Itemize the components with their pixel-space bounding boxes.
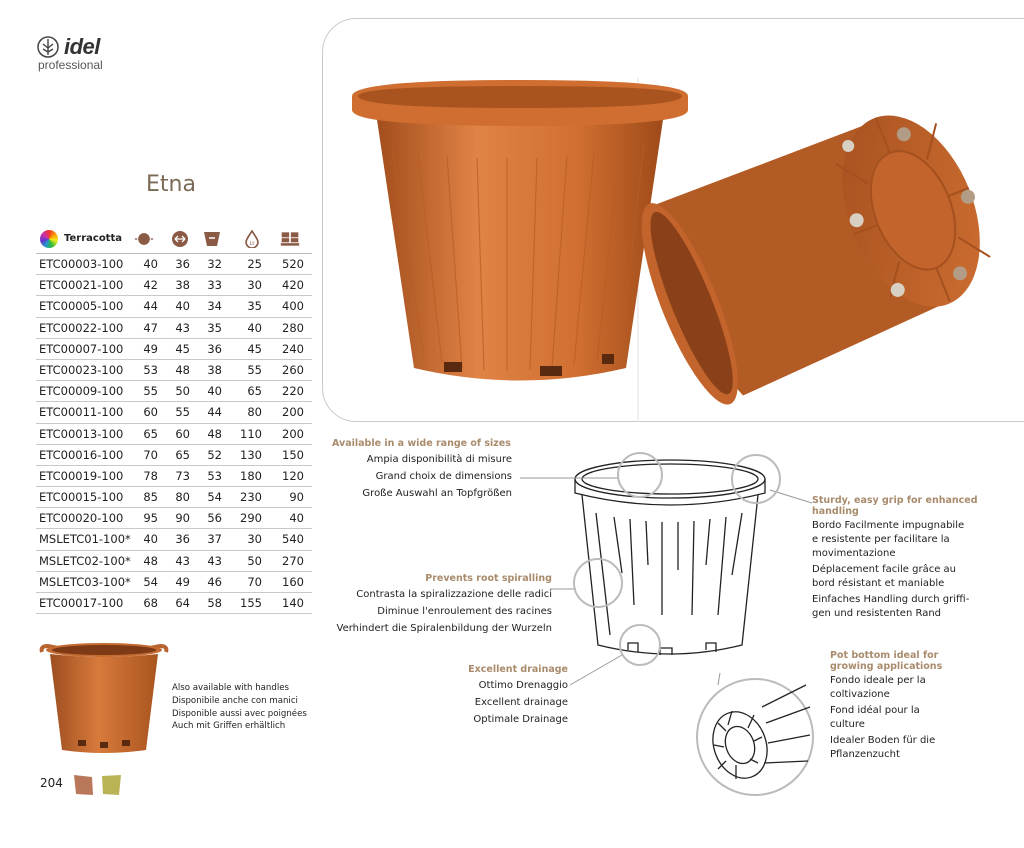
spec-table-header bbox=[36, 226, 312, 254]
table-row bbox=[36, 551, 312, 572]
table-row bbox=[36, 254, 312, 275]
product-code: ETC00023-100 bbox=[39, 362, 124, 377]
width-value: 56 bbox=[207, 511, 222, 526]
product-code: ETC00019-100 bbox=[39, 468, 124, 483]
pot-bottom-detail bbox=[697, 679, 813, 795]
volume-value: 45 bbox=[247, 341, 262, 356]
height-value: 64 bbox=[175, 596, 190, 610]
feature-grip-line: gen und resistenten Rand bbox=[812, 608, 942, 619]
idel-emblem-icon bbox=[36, 36, 60, 58]
diameter-value: 53 bbox=[143, 362, 158, 377]
feature-sizes bbox=[332, 438, 512, 502]
volume-value: 30 bbox=[247, 532, 262, 547]
table-row bbox=[36, 339, 312, 360]
height-value: 43 bbox=[175, 553, 190, 568]
width-value: 38 bbox=[207, 362, 222, 377]
feature-grip bbox=[812, 495, 1017, 621]
width-value: 32 bbox=[207, 257, 222, 271]
volume-value: 55 bbox=[247, 362, 262, 377]
feature-bottom-title: Pot bottom ideal for bbox=[830, 650, 939, 661]
terracotta-swatch bbox=[72, 773, 94, 797]
height-value: 50 bbox=[175, 384, 190, 399]
product-code: ETC00016-100 bbox=[39, 447, 124, 462]
feature-drainage-line: Ottimo Drenaggio bbox=[478, 680, 568, 691]
volume-icon bbox=[242, 230, 262, 248]
feature-bottom-line: Fondo ideale per la bbox=[830, 675, 926, 686]
pallet-qty-value: 240 bbox=[282, 341, 304, 356]
pallet-qty-value: 140 bbox=[282, 596, 304, 610]
volume-value: 290 bbox=[240, 511, 262, 526]
color-label: Terracotta bbox=[64, 233, 122, 244]
diameter-value: 54 bbox=[143, 574, 158, 589]
product-code: MSLETC02-100* bbox=[39, 553, 131, 568]
pallet-qty-value: 420 bbox=[282, 278, 304, 293]
feature-sizes-title: Available in a wide range of sizes bbox=[332, 438, 511, 449]
feature-grip-line: Déplacement facile grâce au bbox=[812, 564, 957, 575]
handles-note-line: Disponible aussi avec poignées bbox=[172, 708, 307, 719]
pallet-qty-value: 40 bbox=[289, 511, 304, 526]
table-row bbox=[36, 381, 312, 402]
feature-drainage-title: Excellent drainage bbox=[468, 664, 568, 675]
product-code: MSLETC03-100* bbox=[39, 574, 131, 589]
diameter-value: 47 bbox=[143, 320, 158, 335]
pallet-qty-value: 540 bbox=[282, 532, 304, 547]
table-row bbox=[36, 296, 312, 317]
volume-value: 155 bbox=[240, 596, 262, 610]
feature-drainage-line: Optimale Drainage bbox=[473, 714, 568, 725]
diameter-value: 95 bbox=[143, 511, 158, 526]
feature-bottom-line: Fond idéal pour la bbox=[830, 705, 920, 716]
diameter-value: 55 bbox=[143, 384, 158, 399]
feature-bottom-line: Pflanzenzucht bbox=[830, 749, 900, 760]
feature-spiralling-line: Diminue l'enroulement des racines bbox=[377, 606, 552, 617]
feature-bottom-title: growing applications bbox=[830, 661, 943, 672]
diameter-value: 68 bbox=[143, 596, 158, 610]
width-value: 35 bbox=[207, 320, 222, 335]
handles-note bbox=[172, 682, 307, 733]
pallet-qty-value: 280 bbox=[282, 320, 304, 335]
feature-grip-line: Einfaches Handling durch griffi- bbox=[812, 594, 970, 605]
product-code: MSLETC01-100* bbox=[39, 532, 131, 547]
volume-value: 65 bbox=[247, 384, 262, 399]
product-code: ETC00013-100 bbox=[39, 426, 124, 441]
product-code: ETC00021-100 bbox=[39, 278, 124, 293]
color-wheel-icon bbox=[40, 230, 58, 248]
width-value: 46 bbox=[207, 574, 222, 589]
diameter-value: 49 bbox=[143, 341, 158, 356]
table-row bbox=[36, 508, 312, 529]
feature-grip-title: Sturdy, easy grip for enhanced bbox=[812, 495, 978, 506]
olive-swatch bbox=[100, 773, 122, 797]
pallet-qty-value: 120 bbox=[282, 468, 304, 483]
diameter-value: 65 bbox=[143, 426, 158, 441]
page-number: 204 bbox=[40, 776, 63, 790]
table-row bbox=[36, 466, 312, 487]
diameter-value: 78 bbox=[143, 468, 158, 483]
diameter-value: 40 bbox=[143, 532, 158, 547]
pallet-qty-value: 260 bbox=[282, 362, 304, 377]
volume-value: 130 bbox=[240, 447, 262, 462]
product-code: ETC00007-100 bbox=[39, 341, 124, 356]
height-value: 48 bbox=[175, 362, 190, 377]
height-value: 73 bbox=[175, 468, 190, 483]
product-code: ETC00011-100 bbox=[39, 405, 124, 420]
pallet-qty-value: 520 bbox=[282, 257, 304, 271]
height-value: 65 bbox=[175, 447, 190, 462]
table-row bbox=[36, 318, 312, 339]
feature-grip-line: movimentazione bbox=[812, 548, 896, 559]
table-row bbox=[36, 572, 312, 593]
diameter-value: 48 bbox=[143, 553, 158, 568]
pallet-qty-value: 400 bbox=[282, 299, 304, 314]
product-code: ETC00009-100 bbox=[39, 384, 124, 399]
feature-grip-title: handling bbox=[812, 506, 859, 517]
diameter-value: 85 bbox=[143, 490, 158, 505]
pallet-qty-value: 90 bbox=[289, 490, 304, 505]
height-value: 60 bbox=[175, 426, 190, 441]
width-value: 33 bbox=[207, 278, 222, 293]
brand-logo bbox=[36, 34, 126, 74]
feature-bottom-line: culture bbox=[830, 719, 865, 730]
feature-sizes-line: Grand choix de dimensions bbox=[375, 471, 512, 482]
product-code: ETC00020-100 bbox=[39, 511, 124, 526]
height-value: 55 bbox=[175, 405, 190, 420]
table-row bbox=[36, 275, 312, 296]
width-value: 37 bbox=[207, 532, 222, 547]
width-value: 34 bbox=[207, 299, 222, 314]
height-value: 36 bbox=[175, 532, 190, 547]
product-code: ETC00017-100 bbox=[39, 596, 124, 610]
feature-spiralling-line: Contrasta la spiralizzazione delle radici bbox=[356, 589, 552, 600]
feature-bottom-line: Idealer Boden für die bbox=[830, 735, 936, 746]
table-row bbox=[36, 487, 312, 508]
brand-sub: professional bbox=[38, 58, 103, 72]
volume-value: 35 bbox=[247, 299, 262, 314]
pallet-qty-value: 150 bbox=[282, 447, 304, 462]
feature-sizes-line: Ampia disponibilità di misure bbox=[366, 454, 512, 465]
table-row bbox=[36, 445, 312, 466]
handles-note-line: Disponibile anche con manici bbox=[172, 695, 298, 706]
table-row bbox=[36, 593, 312, 614]
brand-name: idel bbox=[64, 34, 100, 59]
width-value: 54 bbox=[207, 490, 222, 505]
diameter-value: 40 bbox=[143, 257, 158, 271]
table-row bbox=[36, 529, 312, 550]
spec-table bbox=[36, 226, 312, 614]
diameter-value: 60 bbox=[143, 405, 158, 420]
volume-value: 230 bbox=[240, 490, 262, 505]
table-row bbox=[36, 424, 312, 445]
diameter-value: 44 bbox=[143, 299, 158, 314]
width-value: 40 bbox=[207, 384, 222, 399]
volume-value: 110 bbox=[240, 426, 262, 441]
diameter-value: 42 bbox=[143, 278, 158, 293]
height-value: 36 bbox=[175, 257, 190, 271]
feature-sizes-line: Große Auswahl an Topfgrößen bbox=[362, 488, 512, 499]
width-value: 58 bbox=[207, 596, 222, 610]
feature-spiralling-line: Verhindert die Spiralenbildung der Wurzeln bbox=[336, 623, 552, 634]
volume-value: 70 bbox=[247, 574, 262, 589]
product-code: ETC00003-100 bbox=[39, 257, 124, 271]
height-value: 45 bbox=[175, 341, 190, 356]
pot-with-handles-image bbox=[38, 640, 170, 758]
feature-drainage-line: Excellent drainage bbox=[474, 697, 568, 708]
diameter-icon bbox=[134, 230, 154, 248]
pot-width-icon bbox=[202, 230, 222, 248]
product-code: ETC00015-100 bbox=[39, 490, 124, 505]
tilted-pot bbox=[623, 89, 1013, 414]
product-photo bbox=[322, 18, 1024, 422]
pot-diagram bbox=[510, 445, 820, 800]
feature-bottom bbox=[830, 650, 1020, 762]
volume-value: 30 bbox=[247, 278, 262, 293]
pallet-qty-value: 270 bbox=[282, 553, 304, 568]
pallet-qty-value: 200 bbox=[282, 426, 304, 441]
volume-value: 80 bbox=[247, 405, 262, 420]
pallet-icon bbox=[280, 230, 300, 248]
width-value: 52 bbox=[207, 447, 222, 462]
feature-grip-line: bord résistant et maniable bbox=[812, 578, 945, 589]
feature-bottom-line: coltivazione bbox=[830, 689, 890, 700]
width-value: 36 bbox=[207, 341, 222, 356]
width-value: 43 bbox=[207, 553, 222, 568]
height-value: 43 bbox=[175, 320, 190, 335]
width-value: 44 bbox=[207, 405, 222, 420]
volume-value: 25 bbox=[247, 257, 262, 271]
width-value: 53 bbox=[207, 468, 222, 483]
diameter-value: 70 bbox=[143, 447, 158, 462]
spec-table-body bbox=[36, 254, 312, 614]
volume-value: 50 bbox=[247, 553, 262, 568]
product-title: Etna bbox=[146, 172, 196, 197]
volume-value: 180 bbox=[240, 468, 262, 483]
pallet-qty-value: 160 bbox=[282, 574, 304, 589]
pallet-qty-value: 200 bbox=[282, 405, 304, 420]
height-icon bbox=[170, 230, 190, 248]
handles-note-line: Also available with handles bbox=[172, 683, 289, 693]
pallet-qty-value: 220 bbox=[282, 384, 304, 399]
feature-grip-line: Bordo Facilmente impugnabile bbox=[812, 520, 965, 531]
width-value: 48 bbox=[207, 426, 222, 441]
volume-value: 40 bbox=[247, 320, 262, 335]
height-value: 38 bbox=[175, 278, 190, 293]
product-code: ETC00005-100 bbox=[39, 299, 124, 314]
table-row bbox=[36, 360, 312, 381]
height-value: 40 bbox=[175, 299, 190, 314]
height-value: 49 bbox=[175, 574, 190, 589]
feature-grip-line: e resistente per facilitare la bbox=[812, 534, 950, 545]
height-value: 80 bbox=[175, 490, 190, 505]
table-row bbox=[36, 402, 312, 423]
product-code: ETC00022-100 bbox=[39, 320, 124, 335]
feature-spiralling-title: Prevents root spiralling bbox=[425, 573, 552, 584]
height-value: 90 bbox=[175, 511, 190, 526]
handles-note-line: Auch mit Griffen erhältlich bbox=[172, 721, 286, 732]
svg-text:Lt: Lt bbox=[249, 241, 255, 247]
